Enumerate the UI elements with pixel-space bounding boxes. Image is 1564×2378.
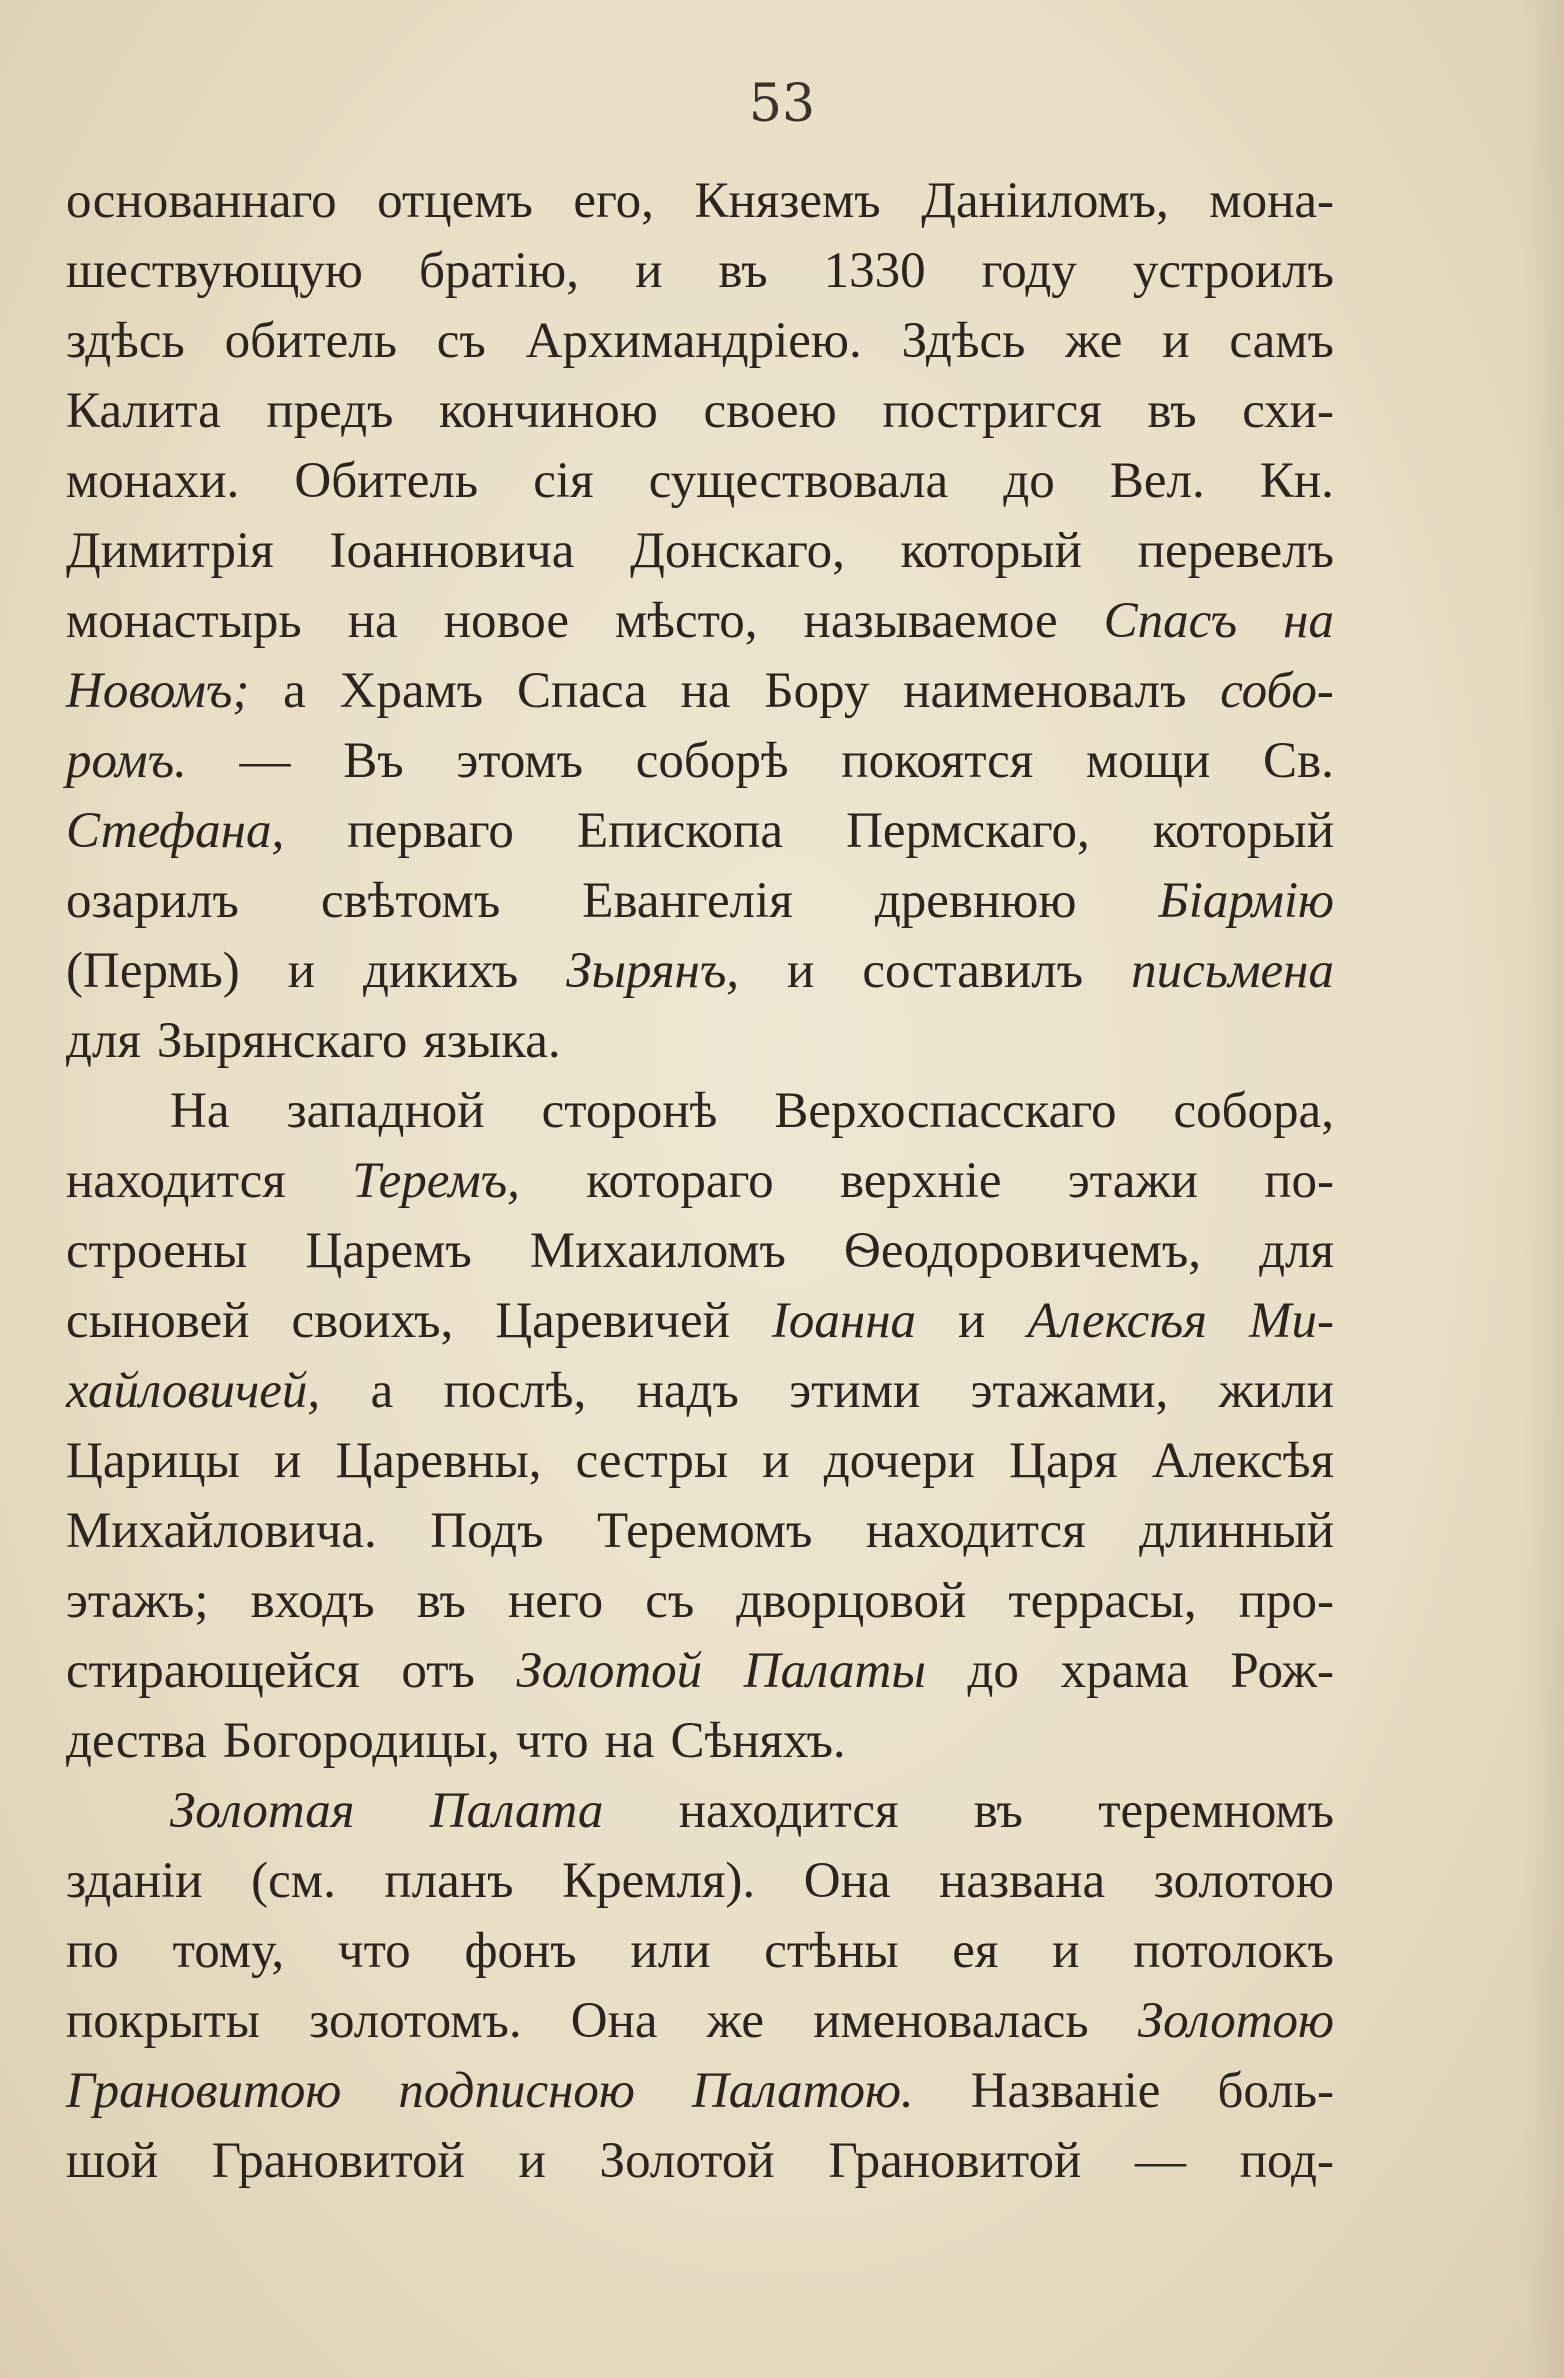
word: а (283, 663, 306, 719)
word: находится (66, 1153, 286, 1209)
text-line (66, 1922, 1334, 1992)
word: и (787, 943, 815, 999)
word: золотою (1153, 1853, 1334, 1909)
text-line (66, 1432, 1334, 1502)
word: свѣтомъ (321, 873, 501, 929)
word: жили (1218, 1363, 1334, 1419)
word: фонъ (464, 1923, 577, 1979)
text-line (66, 1082, 1334, 1152)
italic-word: Золотая (170, 1783, 355, 1839)
word: и (287, 943, 315, 999)
word: дворцовой (736, 1573, 967, 1629)
text-line (66, 242, 1334, 312)
word: боль- (1217, 2063, 1334, 2119)
word: Грановитой (828, 2133, 1082, 2189)
word: покоятся (841, 733, 1034, 789)
word: (см. (251, 1853, 336, 1909)
word: про- (1238, 1573, 1334, 1629)
word: На (170, 1083, 230, 1139)
text-line (66, 1712, 1334, 1782)
word: шой (66, 2133, 159, 2189)
word: и (762, 1433, 790, 1489)
italic-word: Палата (429, 1783, 604, 1839)
italic-word: Спасъ (1103, 593, 1238, 649)
word: шествующую (66, 243, 363, 299)
word: своихъ, (291, 1293, 454, 1349)
italic-word: Золотою (1137, 1993, 1334, 2049)
word: а (370, 1363, 394, 1419)
italic-word: Біармію (1158, 873, 1334, 929)
word: планъ (384, 1853, 514, 1909)
italic-word: Палаты (743, 1643, 926, 1699)
word: постригся (882, 383, 1102, 439)
word: Св. (1263, 733, 1334, 789)
italic-word: Зырянъ, (566, 943, 740, 999)
word: Она (570, 1993, 658, 2049)
word: Михаиломъ (529, 1223, 786, 1279)
word: въ (1147, 383, 1197, 439)
word: до (1003, 453, 1055, 509)
word: для (66, 1013, 141, 1069)
word: же (1065, 313, 1123, 369)
word: въ (416, 1573, 466, 1629)
word: покрыты (66, 1993, 260, 2049)
word: Подъ (430, 1503, 544, 1559)
text-line (66, 872, 1334, 942)
word: собора, (1173, 1083, 1334, 1139)
word: здѣсь (66, 313, 185, 369)
word: дочери (823, 1433, 975, 1489)
text-line (66, 1572, 1334, 1642)
word: находится (865, 1503, 1086, 1559)
word: основаннаго (66, 173, 337, 229)
word: Царицы (66, 1433, 240, 1489)
text-line (66, 172, 1334, 242)
text-line (66, 1992, 1334, 2062)
text-line (66, 382, 1334, 452)
word: Евангелія (582, 873, 793, 929)
word: золотомъ. (309, 1993, 522, 2049)
word: Богородицы, (222, 1713, 500, 1769)
word: Алексѣя (1151, 1433, 1334, 1489)
word: сестры (575, 1433, 729, 1489)
word: дикихъ (362, 943, 519, 999)
word: этажъ; (66, 1573, 209, 1629)
italic-word: Стефана, (66, 803, 285, 859)
word: потолокъ (1133, 1923, 1334, 1979)
word: существовала (648, 453, 949, 509)
word: обитель (224, 313, 397, 369)
word: Калита (66, 383, 221, 439)
word: озарилъ (66, 873, 239, 929)
word: Царемъ (305, 1223, 472, 1279)
text-line (66, 1502, 1334, 1572)
word: Ѳеодоровичемъ, (843, 1223, 1201, 1279)
text-line (66, 2062, 1334, 2132)
text-line (66, 662, 1334, 732)
word: монастырь (66, 593, 302, 649)
word: Царевичей (495, 1293, 730, 1349)
word: по (66, 1923, 119, 1979)
word: для (1259, 1223, 1334, 1279)
word: отцемъ (377, 173, 533, 229)
word: этими (789, 1363, 921, 1419)
text-line (66, 312, 1334, 382)
word: съ (436, 313, 486, 369)
word: или (630, 1923, 711, 1979)
italic-word: на (1283, 593, 1334, 649)
word: предъ (266, 383, 394, 439)
word: названа (939, 1853, 1106, 1909)
word: языка. (423, 1013, 561, 1069)
text-line (66, 592, 1334, 662)
word: этажами, (970, 1363, 1169, 1419)
word: — (1135, 2133, 1187, 2189)
word: теремномъ (1098, 1783, 1334, 1839)
word: него (508, 1573, 604, 1629)
word: соборѣ (635, 733, 789, 789)
text-line (66, 522, 1334, 592)
italic-word: письмена (1131, 943, 1334, 999)
word: въ (973, 1783, 1023, 1839)
word: своею (703, 383, 837, 439)
word: кончиною (439, 383, 658, 439)
word: ея (952, 1923, 999, 1979)
italic-word: собо- (1220, 663, 1334, 719)
word: Архимандріею. (525, 313, 862, 369)
italic-word: Теремъ, (352, 1153, 520, 1209)
word: новое (443, 593, 569, 649)
word: Княземъ (694, 173, 881, 229)
word: называемое (803, 593, 1058, 649)
italic-word: ромъ. (66, 733, 187, 789)
word: дества (66, 1713, 207, 1769)
word: самъ (1229, 313, 1334, 369)
text-line (66, 1852, 1334, 1922)
word: что (515, 1713, 589, 1769)
word: Михайловича. (66, 1503, 377, 1559)
word: Она (803, 1853, 891, 1909)
word: и (635, 243, 663, 299)
word: же (706, 1993, 764, 2049)
word: и (1052, 1923, 1080, 1979)
word: Вел. (1109, 453, 1205, 509)
page-number: 53 (748, 74, 816, 134)
italic-word: Іоанна (771, 1293, 916, 1349)
word: наименовалъ (903, 663, 1187, 719)
italic-word: Золотой (516, 1643, 703, 1699)
text-line (66, 2132, 1334, 2202)
page-edge-shadow (1524, 0, 1564, 2378)
word: Зырянскаго (156, 1013, 408, 1069)
word: послѣ, (443, 1363, 587, 1419)
word: Іоанновича (329, 523, 575, 579)
word: Донскаго, (630, 523, 845, 579)
word: Названіе (970, 2063, 1161, 2119)
text-line (66, 452, 1334, 522)
word: длинный (1139, 1503, 1334, 1559)
italic-word: Палатою. (691, 2063, 914, 2119)
word: Теремомъ (596, 1503, 813, 1559)
word: въ (718, 243, 768, 299)
word: который (1152, 803, 1334, 859)
word: строены (66, 1223, 248, 1279)
word: схи- (1242, 383, 1334, 439)
word: Рож- (1230, 1643, 1334, 1699)
word: Въ (343, 733, 404, 789)
word: этажи (1067, 1153, 1198, 1209)
word: зданіи (66, 1853, 203, 1909)
word: Золотой (599, 2133, 775, 2189)
text-line (66, 1292, 1334, 1362)
word: Кн. (1259, 453, 1334, 509)
word: на (680, 663, 731, 719)
word: на (347, 593, 398, 649)
word: Даніиломъ, (921, 173, 1169, 229)
word: (Пермь) (66, 943, 240, 999)
word: съ (645, 1573, 695, 1629)
word: который (900, 523, 1082, 579)
word: Бору (764, 663, 870, 719)
word: Храмъ (339, 663, 484, 719)
body-text (66, 172, 1334, 2202)
word: и (518, 2133, 546, 2189)
text-line (66, 732, 1334, 802)
word: по- (1264, 1153, 1334, 1209)
word: Спаса (516, 663, 647, 719)
word: стѣны (764, 1923, 899, 1979)
word: перевелъ (1137, 523, 1334, 579)
word: Димитрія (66, 523, 274, 579)
text-line (66, 1012, 1334, 1082)
word: мѣсто, (615, 593, 758, 649)
text-line (66, 1222, 1334, 1292)
word: именовалась (813, 1993, 1089, 2049)
text-line (66, 1362, 1334, 1432)
word: находится (678, 1783, 899, 1839)
text-line (66, 942, 1334, 1012)
word: отъ (401, 1643, 475, 1699)
word: и (274, 1433, 302, 1489)
text-line (66, 802, 1334, 872)
word: братію, (418, 243, 580, 299)
word: Обитель (294, 453, 479, 509)
italic-word: Ми- (1248, 1293, 1334, 1349)
word: Царевны, (335, 1433, 542, 1489)
word: Сѣняхъ. (670, 1713, 846, 1769)
word: Пермскаго, (846, 803, 1090, 859)
word: Здѣсь (901, 313, 1026, 369)
word: на (604, 1713, 655, 1769)
word: Кремля). (562, 1853, 756, 1909)
word: террасы, (1008, 1573, 1197, 1629)
word: до (967, 1643, 1019, 1699)
word: его, (573, 173, 654, 229)
word: западной (286, 1083, 485, 1139)
word: сія (533, 453, 594, 509)
word: древнюю (874, 873, 1077, 929)
word: мощи (1085, 733, 1211, 789)
word: храма (1060, 1643, 1189, 1699)
word: Царя (1009, 1433, 1118, 1489)
word: что (337, 1923, 411, 1979)
word: тому, (172, 1923, 285, 1979)
italic-word: Грановитою (66, 2063, 342, 2119)
word: Верхоспасскаго (774, 1083, 1117, 1139)
word: стирающейся (66, 1643, 360, 1699)
word: перваго (347, 803, 514, 859)
word: сыновей (66, 1293, 250, 1349)
word: под- (1239, 2133, 1334, 2189)
word: Грановитой (211, 2133, 465, 2189)
word: этомъ (456, 733, 584, 789)
italic-word: Алексѣя (1027, 1293, 1207, 1349)
word: 1330 (823, 243, 926, 299)
word: и (958, 1293, 986, 1349)
word: котораго (586, 1153, 774, 1209)
italic-word: Новомъ; (66, 663, 250, 719)
word: и (1162, 313, 1190, 369)
word: входъ (250, 1573, 375, 1629)
word: мона- (1209, 173, 1334, 229)
text-line (66, 1782, 1334, 1852)
word: устроилъ (1132, 243, 1334, 299)
word: монахи. (66, 453, 240, 509)
word: надъ (636, 1363, 739, 1419)
word: сторонѣ (541, 1083, 718, 1139)
word: составилъ (862, 943, 1084, 999)
word: — (239, 733, 291, 789)
text-line (66, 1642, 1334, 1712)
word: верхніе (840, 1153, 1002, 1209)
italic-word: подписною (398, 2063, 635, 2119)
text-line (66, 1152, 1334, 1222)
word: году (981, 243, 1077, 299)
word: Епископа (576, 803, 783, 859)
italic-word: хайловичей, (66, 1363, 321, 1419)
